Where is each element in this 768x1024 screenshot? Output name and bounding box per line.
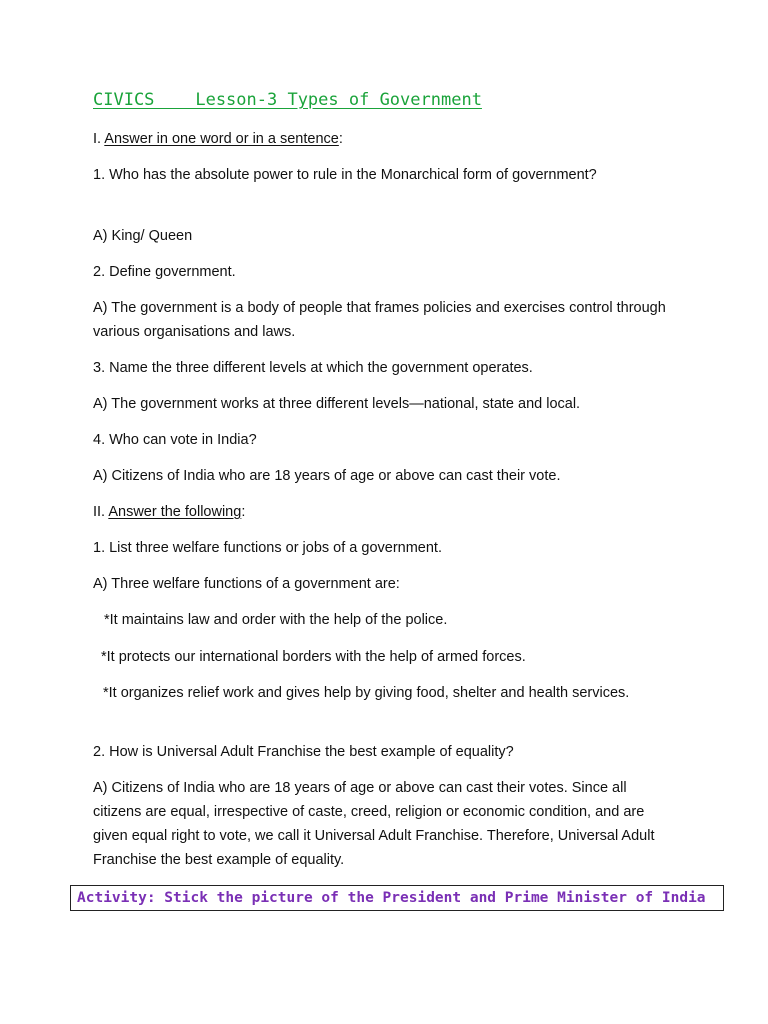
question-5: 1. List three welfare functions or jobs of a government.	[93, 540, 442, 556]
section-1-title: Answer in one word or in a sentence	[104, 131, 339, 147]
section-2-title: Answer the following	[108, 504, 242, 520]
answer-2: A) The government is a body of people that frames policies and exercises control through various organisations and laws.	[93, 300, 666, 340]
answer-6: A) Citizens of India who are 18 years of age or above can cast their votes. Since all citizens are equal, irrespective of caste, creed, religion or economic condition, and are given equal right to vote, we call it Universal Adult Franchise. Therefore, Universal Adult Franchise the best example of equality.	[93, 780, 655, 868]
question-3: 3. Name the three different levels at which the government operates.	[93, 360, 533, 376]
section-2-number: II.	[93, 504, 109, 520]
answer-5-item: *It maintains law and order with the help of the police.	[104, 612, 448, 628]
section-1-heading	[93, 127, 343, 151]
answer-3: A) The government works at three different levels—national, state and local.	[93, 396, 581, 412]
activity-box: Activity: Stick the picture of the President and Prime Minister of India	[70, 885, 724, 911]
section-1-colon: :	[338, 131, 343, 147]
question-2: 2. Define government.	[93, 264, 236, 280]
question-1: 1. Who has the absolute power to rule in the Monarchical form of government?	[93, 167, 597, 183]
answer-1: A) King/ Queen	[93, 228, 193, 244]
answer-5-item: *It protects our international borders with the help of armed forces.	[101, 649, 526, 665]
section-1-number: I.	[93, 131, 105, 147]
section-2-heading	[93, 500, 245, 524]
answer-5-item: *It organizes relief work and gives help by giving food, shelter and health services.	[103, 685, 630, 701]
answer-5-intro: A) Three welfare functions of a government are:	[93, 576, 400, 592]
question-4: 4. Who can vote in India?	[93, 432, 257, 448]
question-6: 2. How is Universal Adult Franchise the best example of equality?	[93, 744, 514, 760]
page-title: CIVICS Lesson-3 Types of Government	[93, 90, 482, 110]
section-2-colon: :	[241, 504, 246, 520]
answer-4: A) Citizens of India who are 18 years of age or above can cast their vote.	[93, 468, 561, 484]
